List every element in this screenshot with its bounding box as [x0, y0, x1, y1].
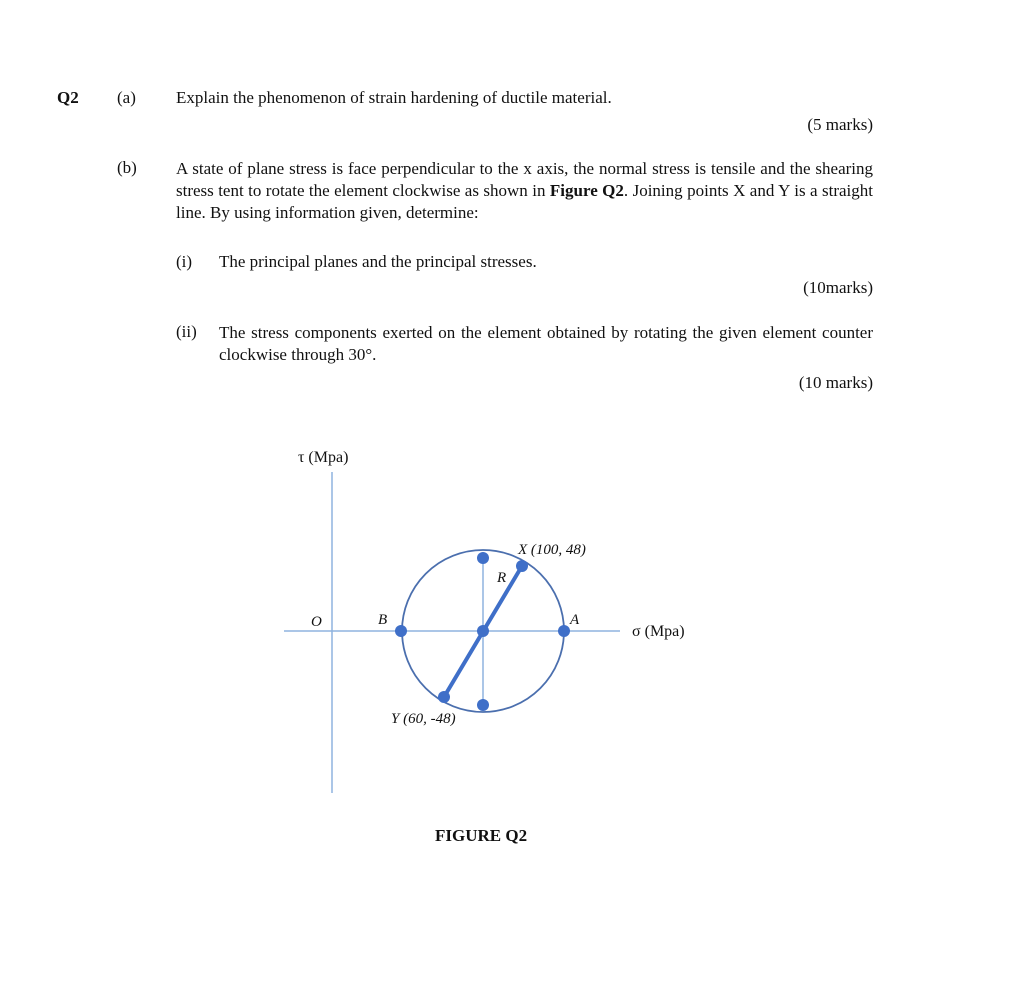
- part-b-label: (b): [117, 158, 137, 177]
- point-bottom: [477, 699, 489, 711]
- part-b-text-after: . Joining points X and Y is a straight line. By using information given, determine:: [176, 181, 873, 222]
- sub-ii-label: (ii): [176, 322, 197, 341]
- part-b-text-before: A state of plane stress is face perpendicular to the x axis, the normal stress is tensile and the shearing stress tent to rotate the element clockwise as shown in: [176, 159, 873, 200]
- origin-label: O: [311, 614, 322, 630]
- part-a-marks: (5 marks): [807, 115, 873, 134]
- point-x-label: X (100, 48): [518, 542, 586, 558]
- point-top: [477, 552, 489, 564]
- point-x: [516, 560, 528, 572]
- point-a-label: A: [570, 612, 580, 628]
- point-y-label: Y (60, -48): [391, 711, 456, 727]
- sub-i-marks: (10marks): [803, 278, 873, 297]
- sigma-axis-label: σ (Mpa): [632, 623, 685, 640]
- point-a: [558, 625, 570, 637]
- part-b-text: [176, 158, 873, 224]
- sub-i-label: (i): [176, 252, 193, 271]
- part-a-text: Explain the phenomenon of strain hardening of ductile material.: [176, 88, 612, 107]
- question-number: Q2: [57, 88, 79, 107]
- sub-i-text: The principal planes and the principal stresses.: [219, 252, 537, 271]
- point-b: [395, 625, 407, 637]
- figure-reference: Figure Q2: [549, 181, 624, 200]
- figure-caption: FIGURE Q2: [435, 826, 528, 845]
- mohr-circle-figure: [270, 440, 740, 810]
- part-a-label: (a): [117, 88, 136, 107]
- tau-axis-label: τ (Mpa): [298, 449, 349, 466]
- point-b-label: B: [378, 612, 388, 628]
- point-r-label: R: [497, 570, 507, 586]
- point-center: [477, 625, 489, 637]
- sub-ii-text: The stress components exerted on the element obtained by rotating the given element counter clockwise through 30°.: [219, 323, 873, 364]
- point-y: [438, 691, 450, 703]
- sub-ii-marks: (10 marks): [798, 373, 873, 392]
